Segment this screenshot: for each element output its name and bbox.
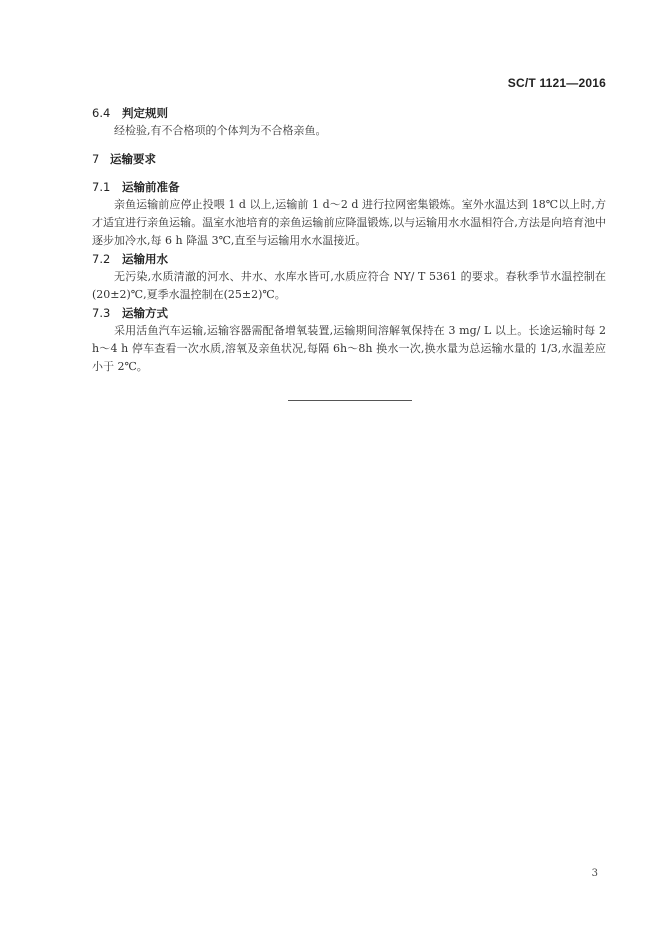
section-heading-7-3 — [92, 304, 606, 322]
section-paragraph: 无污染,水质清澈的河水、井水、水库水皆可,水质应符合 NY/ T 5361 的要求。春秋季节水温控制在(20±2)℃,夏季水温控制在(25±2)℃。 — [92, 270, 606, 301]
section-number: 6.4 — [92, 106, 111, 120]
section-title: 运输用水 — [122, 252, 168, 266]
end-of-text-rule — [288, 400, 412, 401]
section-number: 7.3 — [92, 306, 111, 320]
section-heading-7 — [92, 150, 606, 168]
standard-code: SC/T 1121—2016 — [507, 76, 606, 90]
section-paragraph: 采用活鱼汽车运输,运输容器需配备增氧装置,运输期间溶解氧保持在 3 mg/ L 以上。长途运输时每 2 h～4 h 停车查看一次水质,溶氧及亲鱼状况,每隔 6h～8h 换水一次,换水量为总运输水量的 1/3,水温差应小于 2℃。 — [92, 324, 606, 373]
section-heading-7-2 — [92, 250, 606, 268]
section-number: 7.1 — [92, 180, 111, 194]
section-number: 7.2 — [92, 252, 111, 266]
section-number: 7 — [92, 152, 100, 166]
section-title: 运输要求 — [110, 152, 156, 166]
section-title: 运输前准备 — [122, 180, 180, 194]
section-heading-6-4 — [92, 104, 606, 122]
section-heading-7-1 — [92, 178, 606, 196]
section-title: 运输方式 — [122, 306, 168, 320]
section-paragraph: 经检验,有不合格项的个体判为不合格亲鱼。 — [114, 124, 327, 137]
document-body — [92, 104, 606, 376]
section-paragraph: 亲鱼运输前应停止投喂 1 d 以上,运输前 1 d～2 d 进行拉网密集锻炼。室外水温达到 18℃以上时,方才适宜进行亲鱼运输。温室水池培育的亲鱼运输前应降温锻炼,以与运输用水水温相符合,方法是向培育池中逐步加冷水,每 6 h 降温 3℃,直至与运输用水水温接近。 — [92, 198, 606, 247]
section-title: 判定规则 — [122, 106, 168, 120]
page-number: 3 — [591, 868, 598, 879]
